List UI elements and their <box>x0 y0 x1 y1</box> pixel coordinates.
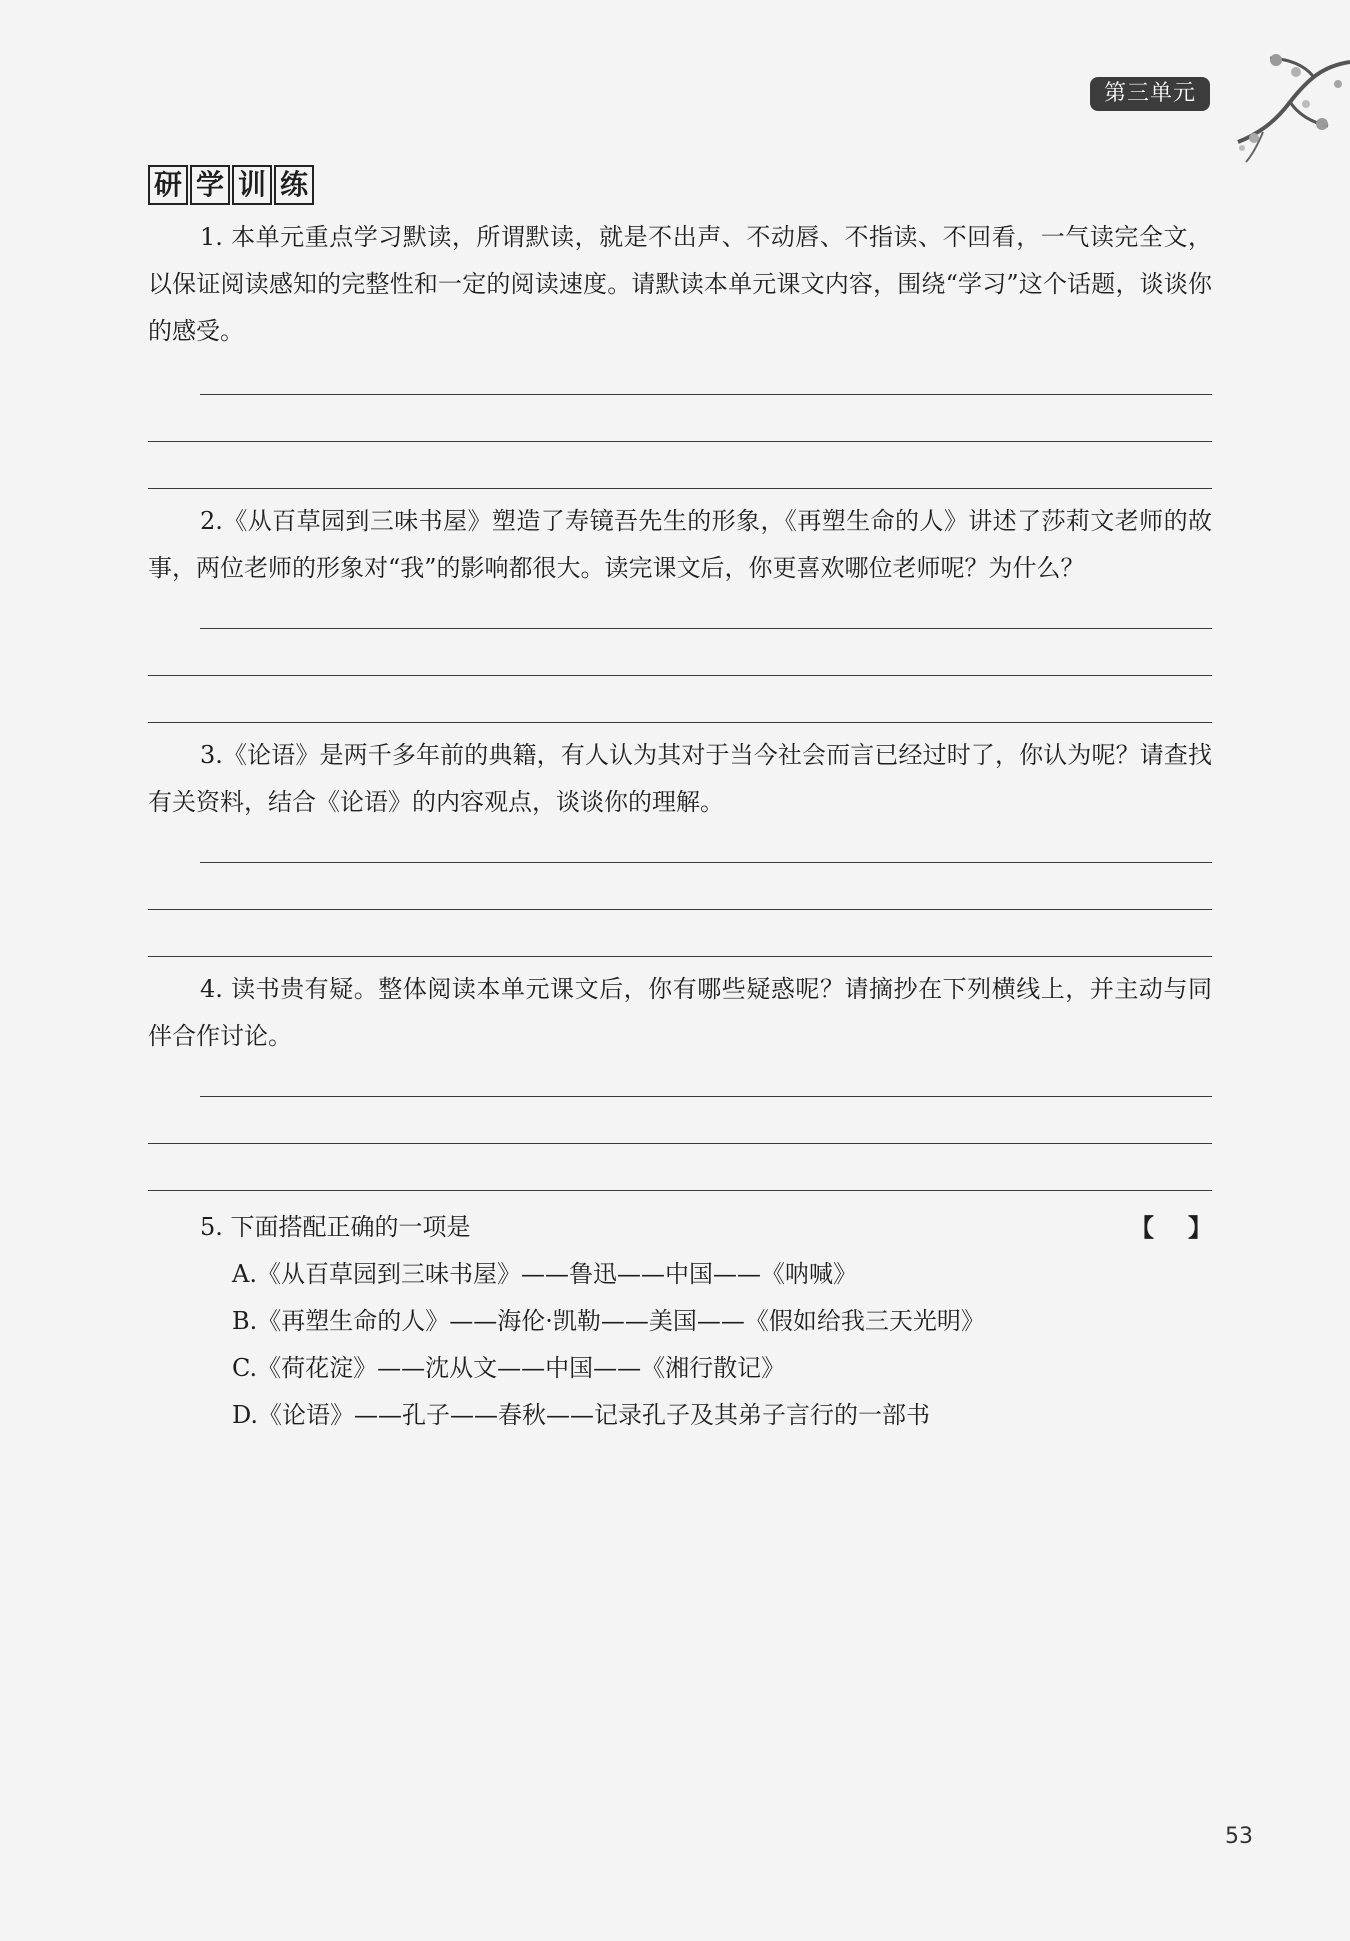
answer-line[interactable] <box>200 628 1212 629</box>
answer-line[interactable] <box>148 441 1212 442</box>
section-title-char: 练 <box>274 165 314 205</box>
section-title-char: 训 <box>232 165 272 205</box>
bracket-close: 】 <box>1188 1213 1212 1242</box>
choice-options <box>232 1251 985 1439</box>
section-title-char: 研 <box>148 165 188 205</box>
option-d[interactable]: D.《论语》——孔子——春秋——记录孔子及其弟子言行的一部书 <box>232 1401 931 1429</box>
answer-line[interactable] <box>148 1143 1212 1144</box>
section-title-char: 学 <box>190 165 230 205</box>
question-4: 4. 读书贵有疑。整体阅读本单元课文后，你有哪些疑惑呢？请摘抄在下列横线上，并主动与同伴合作讨论。 <box>148 975 1212 1050</box>
answer-line[interactable] <box>200 1096 1212 1097</box>
question-1: 1. 本单元重点学习默读，所谓默读，就是不出声、不动唇、不指读、不回看，一气读完全文，以保证阅读感知的完整性和一定的阅读速度。请默读本单元课文内容，围绕“学习”这个话题，谈谈你的感受。 <box>148 223 1212 345</box>
plum-branch-illustration <box>1218 44 1350 164</box>
question-3: 3.《论语》是两千多年前的典籍，有人认为其对于当今社会而言已经过时了，你认为呢？请查找有关资料，结合《论语》的内容观点，谈谈你的理解。 <box>148 741 1212 816</box>
bracket-open: 【 <box>1130 1213 1154 1242</box>
page-number: 53 <box>1225 1824 1253 1849</box>
answer-line[interactable] <box>148 722 1212 723</box>
question-5-stem: 5. 下面搭配正确的一项是 <box>200 1213 471 1241</box>
option-a[interactable]: A.《从百草园到三味书屋》——鲁迅——中国——《呐喊》 <box>232 1260 857 1288</box>
answer-line[interactable] <box>148 1190 1212 1191</box>
section-title <box>148 165 314 205</box>
option-c[interactable]: C.《荷花淀》——沈从文——中国——《湘行散记》 <box>232 1354 786 1382</box>
option-b[interactable]: B.《再塑生命的人》——海伦·凯勒——美国——《假如给我三天光明》 <box>232 1307 985 1335</box>
answer-line[interactable] <box>200 862 1212 863</box>
answer-line[interactable] <box>148 956 1212 957</box>
answer-bracket[interactable] <box>1130 1204 1212 1251</box>
answer-line[interactable] <box>148 488 1212 489</box>
answer-line[interactable] <box>148 675 1212 676</box>
answer-line[interactable] <box>200 394 1212 395</box>
unit-tag: 第三单元 <box>1090 77 1210 111</box>
question-2: 2.《从百草园到三味书屋》塑造了寿镜吾先生的形象，《再塑生命的人》讲述了莎莉文老师的故事，两位老师的形象对“我”的影响都很大。读完课文后，你更喜欢哪位老师呢？为什么？ <box>148 507 1212 582</box>
answer-line[interactable] <box>148 909 1212 910</box>
